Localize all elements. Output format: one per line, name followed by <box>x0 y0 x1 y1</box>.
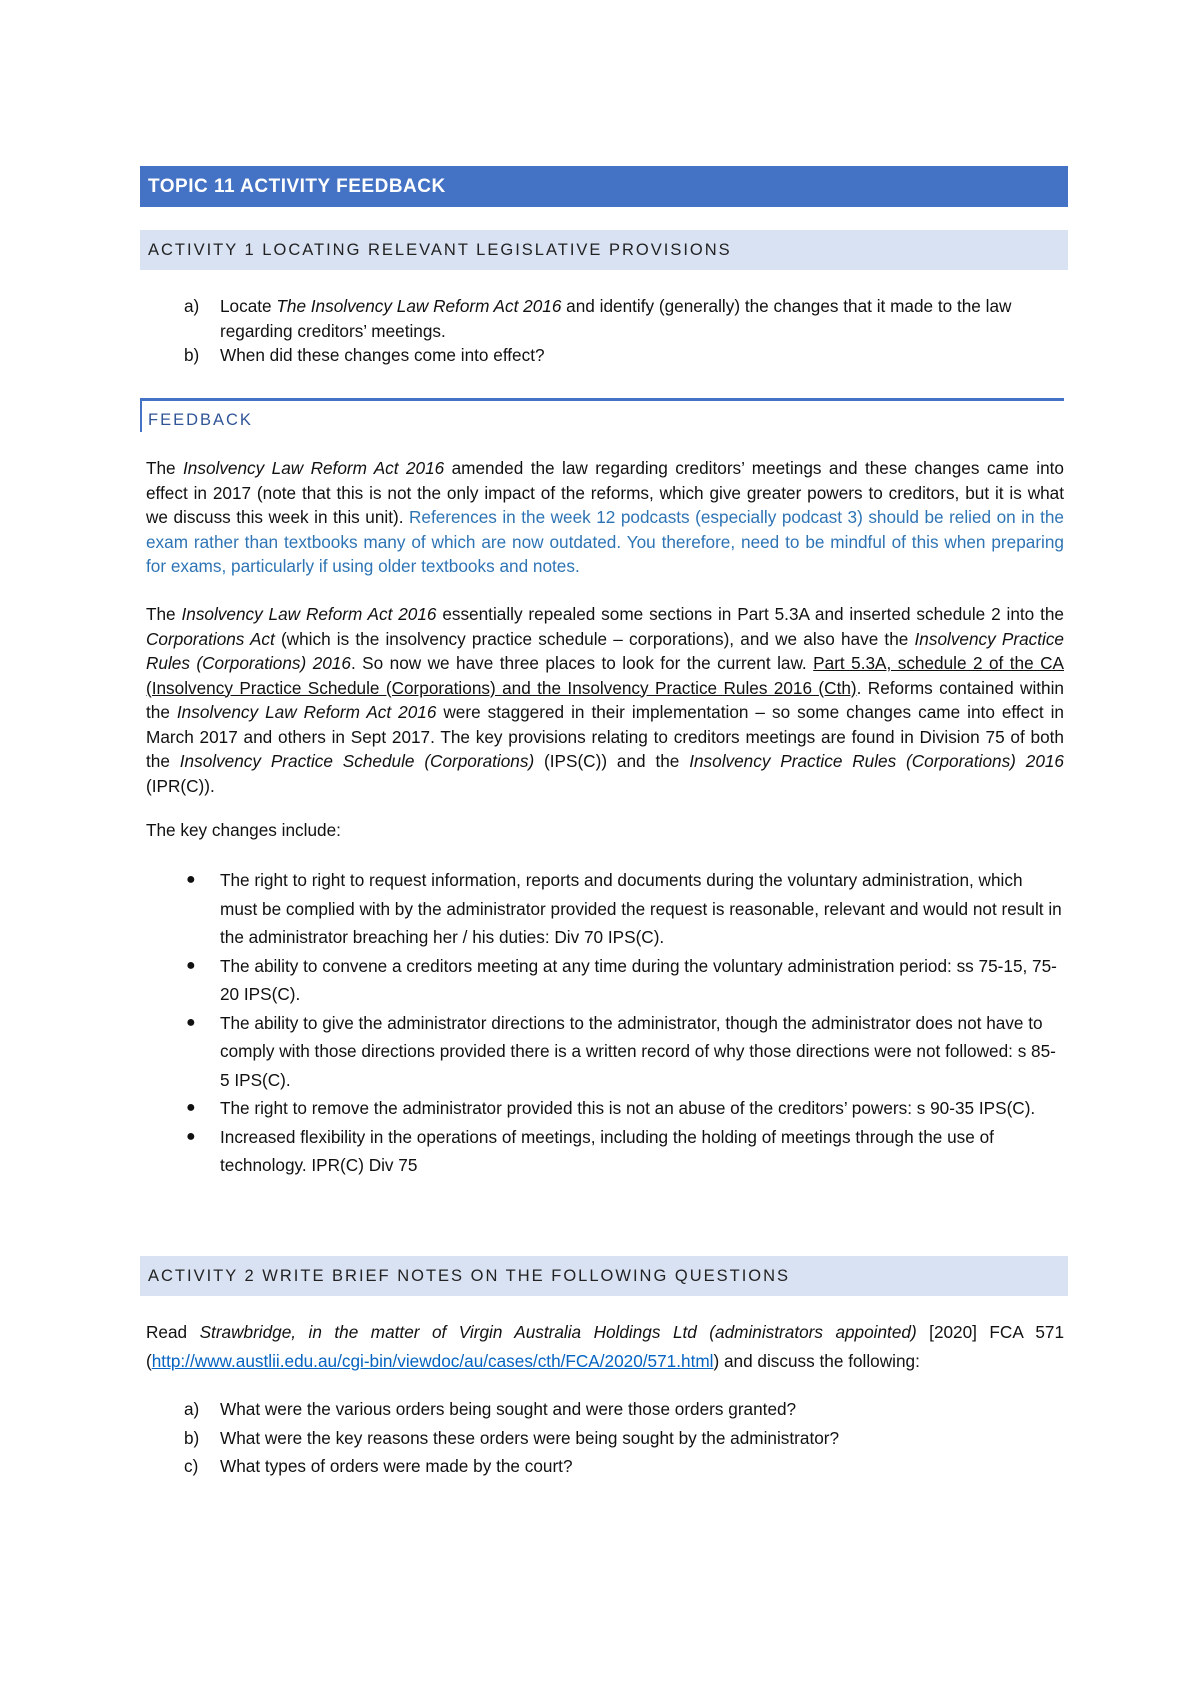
list-item: c) What types of orders were made by the court? <box>146 1452 1064 1481</box>
list-item: ● The ability to convene a creditors meeting at any time during the voluntary administration period: ss 75-15, 75-20 IPS(C). <box>146 952 1064 1009</box>
austlii-link[interactable]: http://www.austlii.edu.au/cgi-bin/viewdoc/au/cases/cth/FCA/2020/571.html <box>151 1350 714 1371</box>
key-changes-list <box>146 866 1064 1180</box>
bullet-icon: ● <box>186 871 196 888</box>
list-item: ● The right to right to request information, reports and documents during the voluntary administration, which must be complied with by the administrator provided the request is reasonable, relevant and would not result in the administrator breaching her / his duties: Div 70 IPS(C). <box>146 866 1064 952</box>
feedback-paragraph-2: The Insolvency Law Reform Act 2016 essentially repealed some sections in Part 5.3A and inserted schedule 2 into the Corporations Act (which is the insolvency practice schedule – corporations), and we also have the Insolvency Practice Rules (Corporations) 2016. So now we have three places to look for the current law. Part 5.3A, schedule 2 of the CA (Insolvency Practice Schedule (Corporations) and the Insolvency Practice Rules 2016 (Cth). Reforms contained within the Insolvency Law Reform Act 2016 were staggered in their implementation – so some changes came into effect in March 2017 and others in Sept 2017. The key provisions relating to creditors meetings are found in Division 75 of both the Insolvency Practice Schedule (Corporations) (IPS(C)) and the Insolvency Practice Rules (Corporations) 2016 (IPR(C)). <box>146 604 1064 796</box>
topic-title: TOPIC 11 ACTIVITY FEEDBACK <box>140 166 1068 207</box>
activity2-heading: ACTIVITY 2 WRITE BRIEF NOTES ON THE FOLLOWING QUESTIONS <box>140 1256 1068 1296</box>
bullet-icon: ● <box>186 1099 196 1116</box>
list-marker: c) <box>184 1456 199 1476</box>
list-marker: b) <box>184 1427 200 1448</box>
list-marker: b) <box>184 345 200 365</box>
activity1-heading: ACTIVITY 1 LOCATING RELEVANT LEGISLATIVE PROVISIONS <box>140 230 1068 270</box>
activity2-question-list <box>146 1395 1064 1481</box>
bullet-icon: ● <box>186 956 196 974</box>
current-law-references: Part 5.3A, schedule 2 of the CA (Insolvency Practice Schedule (Corporations) and the Insolvency Practice Rules 2016 (Cth) <box>146 653 1064 698</box>
list-item: ● The ability to give the administrator directions to the administrator, though the administrator does not have to comply with those directions provided there is a written record of why those directions were not followed: s 85-5 IPS(C). <box>146 1009 1064 1095</box>
bullet-icon: ● <box>186 1013 196 1031</box>
activity2-intro: Read Strawbridge, in the matter of Virgin Australia Holdings Ltd (administrators appointed) [2020] FCA 571 (http://www.austlii.edu.au/cgi-bin/viewdoc/au/cases/cth/FCA/2020/571.html) and discuss the following: <box>146 1322 1065 1371</box>
list-item: b) What were the key reasons these orders were being sought by the administrator? <box>146 1424 1064 1453</box>
list-item: ● The right to remove the administrator provided this is not an abuse of the creditors’ powers: s 90-35 IPS(C). <box>146 1094 1064 1123</box>
list-marker: a) <box>184 1399 200 1419</box>
bullet-icon: ● <box>186 1127 196 1145</box>
feedback-heading: FEEDBACK <box>140 398 1064 432</box>
list-item: a) Locate The Insolvency Law Reform Act 2016 and identify (generally) the changes that it made to the law regarding creditors’ meetings. <box>184 296 1012 341</box>
list-item: a) What were the various orders being sought and were those orders granted? <box>146 1395 1064 1424</box>
list-item: b) When did these changes come into effect? <box>146 343 1064 368</box>
list-marker: a) <box>184 296 200 316</box>
feedback-paragraph-1: The Insolvency Law Reform Act 2016 amended the law regarding creditors’ meetings and these changes came into effect in 2017 (note that this is not the only impact of the reforms, which give greater powers to creditors, but it is what we discuss this week in this unit). References in the week 12 podcasts (especially podcast 3) should be relied on in the exam rather than textbooks many of which are now outdated. You therefore, need to be mindful of this when preparing for exams, particularly if using older textbooks and notes. <box>146 458 1064 576</box>
list-item: ● Increased flexibility in the operations of meetings, including the holding of meetings through the use of technology. IPR(C) Div 75 <box>146 1123 1064 1180</box>
key-changes-intro: The key changes include: <box>146 820 341 840</box>
podcast-note: References in the week 12 podcasts (especially podcast 3) should be relied on in the exam rather than textbooks many of which are now outdated. You therefore, need to be mindful of this when preparing for exams, particularly if using older textbooks and notes. <box>146 507 1064 576</box>
activity1-question-list <box>146 294 1064 368</box>
